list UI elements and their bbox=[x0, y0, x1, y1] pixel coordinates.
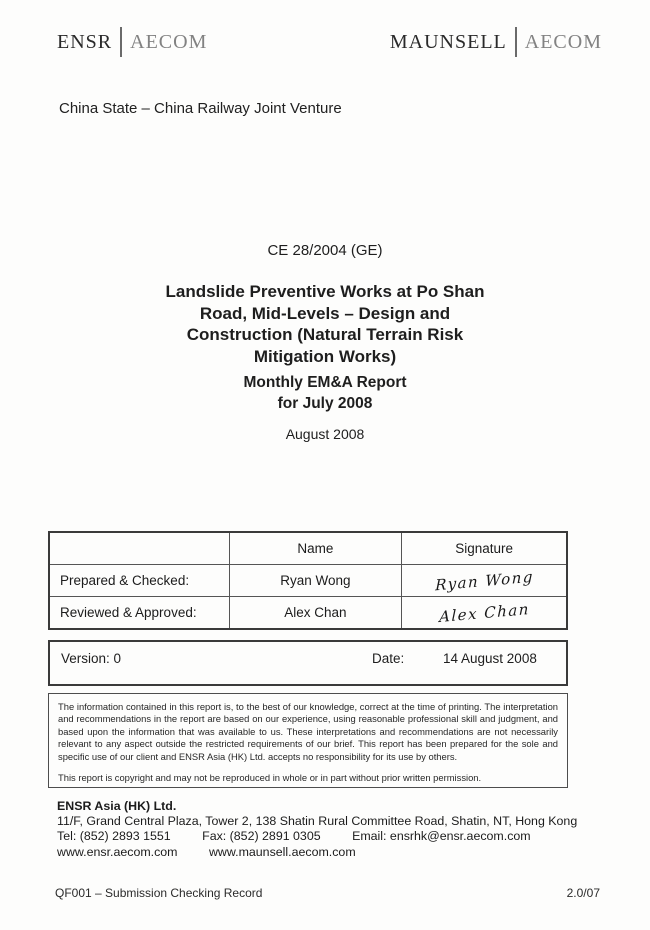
company-website-ensr: www.ensr.aecom.com bbox=[57, 844, 178, 859]
report-title-line: Construction (Natural Terrain Risk bbox=[186, 325, 464, 344]
signature-cell bbox=[402, 597, 567, 630]
report-title bbox=[0, 281, 650, 367]
company-email: Email: ensrhk@ensr.aecom.com bbox=[352, 829, 531, 844]
company-fax: Fax: (852) 2891 0305 bbox=[202, 829, 321, 844]
name-cell: Alex Chan bbox=[229, 597, 402, 630]
logo-divider-bar bbox=[120, 27, 122, 57]
disclaimer-box bbox=[48, 693, 568, 788]
version-box bbox=[48, 640, 568, 686]
logo-divider-bar bbox=[515, 27, 517, 57]
company-websites bbox=[57, 845, 577, 860]
disclaimer-paragraph: The information contained in this report is, to the best of our knowledge, correct at the time of printing. The interpretation and recommendations in the report are based on our experience, using reasonable professional skill and judgment, and based upon the information that was available to us. These interpretations and recommendations are not necessarily relevant to any aspect outside the restricted requirements of our brief. This report has been prepared for the sole and specific use of our client and ENSR Asia (HK) Ltd. accepts no responsibility for its use by others. bbox=[58, 701, 558, 762]
issue-date: August 2008 bbox=[285, 426, 365, 442]
signature-cell bbox=[402, 565, 567, 597]
logo-right-primary-text: MAUNSELL bbox=[389, 30, 507, 53]
date-value: 14 August 2008 bbox=[443, 651, 537, 666]
company-website-maunsell: www.maunsell.aecom.com bbox=[208, 844, 356, 859]
company-name: ENSR Asia (HK) Ltd. bbox=[57, 799, 177, 813]
header-cell-signature: Signature bbox=[402, 532, 567, 565]
approval-table bbox=[48, 531, 568, 630]
copyright-paragraph: This report is copyright and may not be reproduced in whole or in part without prior written permission. bbox=[58, 772, 482, 784]
company-address: 11/F, Grand Central Plaza, Tower 2, 138 Shatin Rural Committee Road, Shatin, NT, Hong Kong bbox=[57, 814, 578, 829]
table-row bbox=[49, 597, 567, 630]
table-header-row bbox=[49, 532, 567, 565]
company-tel: Tel: (852) 2893 1551 bbox=[57, 829, 171, 844]
header-cell-role bbox=[49, 532, 229, 565]
report-title-line: Road, Mid-Levels – Design and bbox=[199, 303, 451, 323]
table-row bbox=[49, 565, 567, 597]
role-cell: Reviewed & Approved: bbox=[49, 597, 229, 630]
footer-form-reference: QF001 – Submission Checking Record bbox=[55, 886, 263, 900]
report-title-line: Mitigation Works) bbox=[253, 346, 397, 366]
ensr-aecom-logo bbox=[57, 27, 207, 57]
report-subtitle bbox=[0, 372, 650, 414]
footer-revision: 2.0/07 bbox=[566, 886, 600, 900]
name-cell: Ryan Wong bbox=[229, 565, 402, 597]
logo-left-primary-text: ENSR bbox=[57, 30, 113, 53]
handwritten-signature: Ryan Wong bbox=[434, 567, 534, 594]
company-block bbox=[57, 799, 577, 860]
logo-right-secondary-text: AECOM bbox=[524, 30, 602, 53]
date-label: Date: bbox=[372, 651, 405, 666]
maunsell-aecom-logo bbox=[390, 27, 602, 57]
contract-reference: CE 28/2004 (GE) bbox=[267, 242, 383, 259]
logo-left-secondary-text: AECOM bbox=[130, 30, 208, 53]
company-contacts bbox=[57, 829, 577, 844]
joint-venture-line: China State – China Railway Joint Venture bbox=[59, 100, 342, 117]
header-cell-name: Name bbox=[229, 532, 402, 565]
version-value: Version: 0 bbox=[61, 651, 122, 666]
handwritten-signature: Alex Chan bbox=[438, 599, 530, 626]
report-subtitle-line: Monthly EM&A Report bbox=[243, 374, 407, 391]
role-cell: Prepared & Checked: bbox=[49, 565, 229, 597]
report-subtitle-line: for July 2008 bbox=[277, 395, 373, 412]
report-title-line: Landslide Preventive Works at Po Shan bbox=[165, 282, 485, 301]
